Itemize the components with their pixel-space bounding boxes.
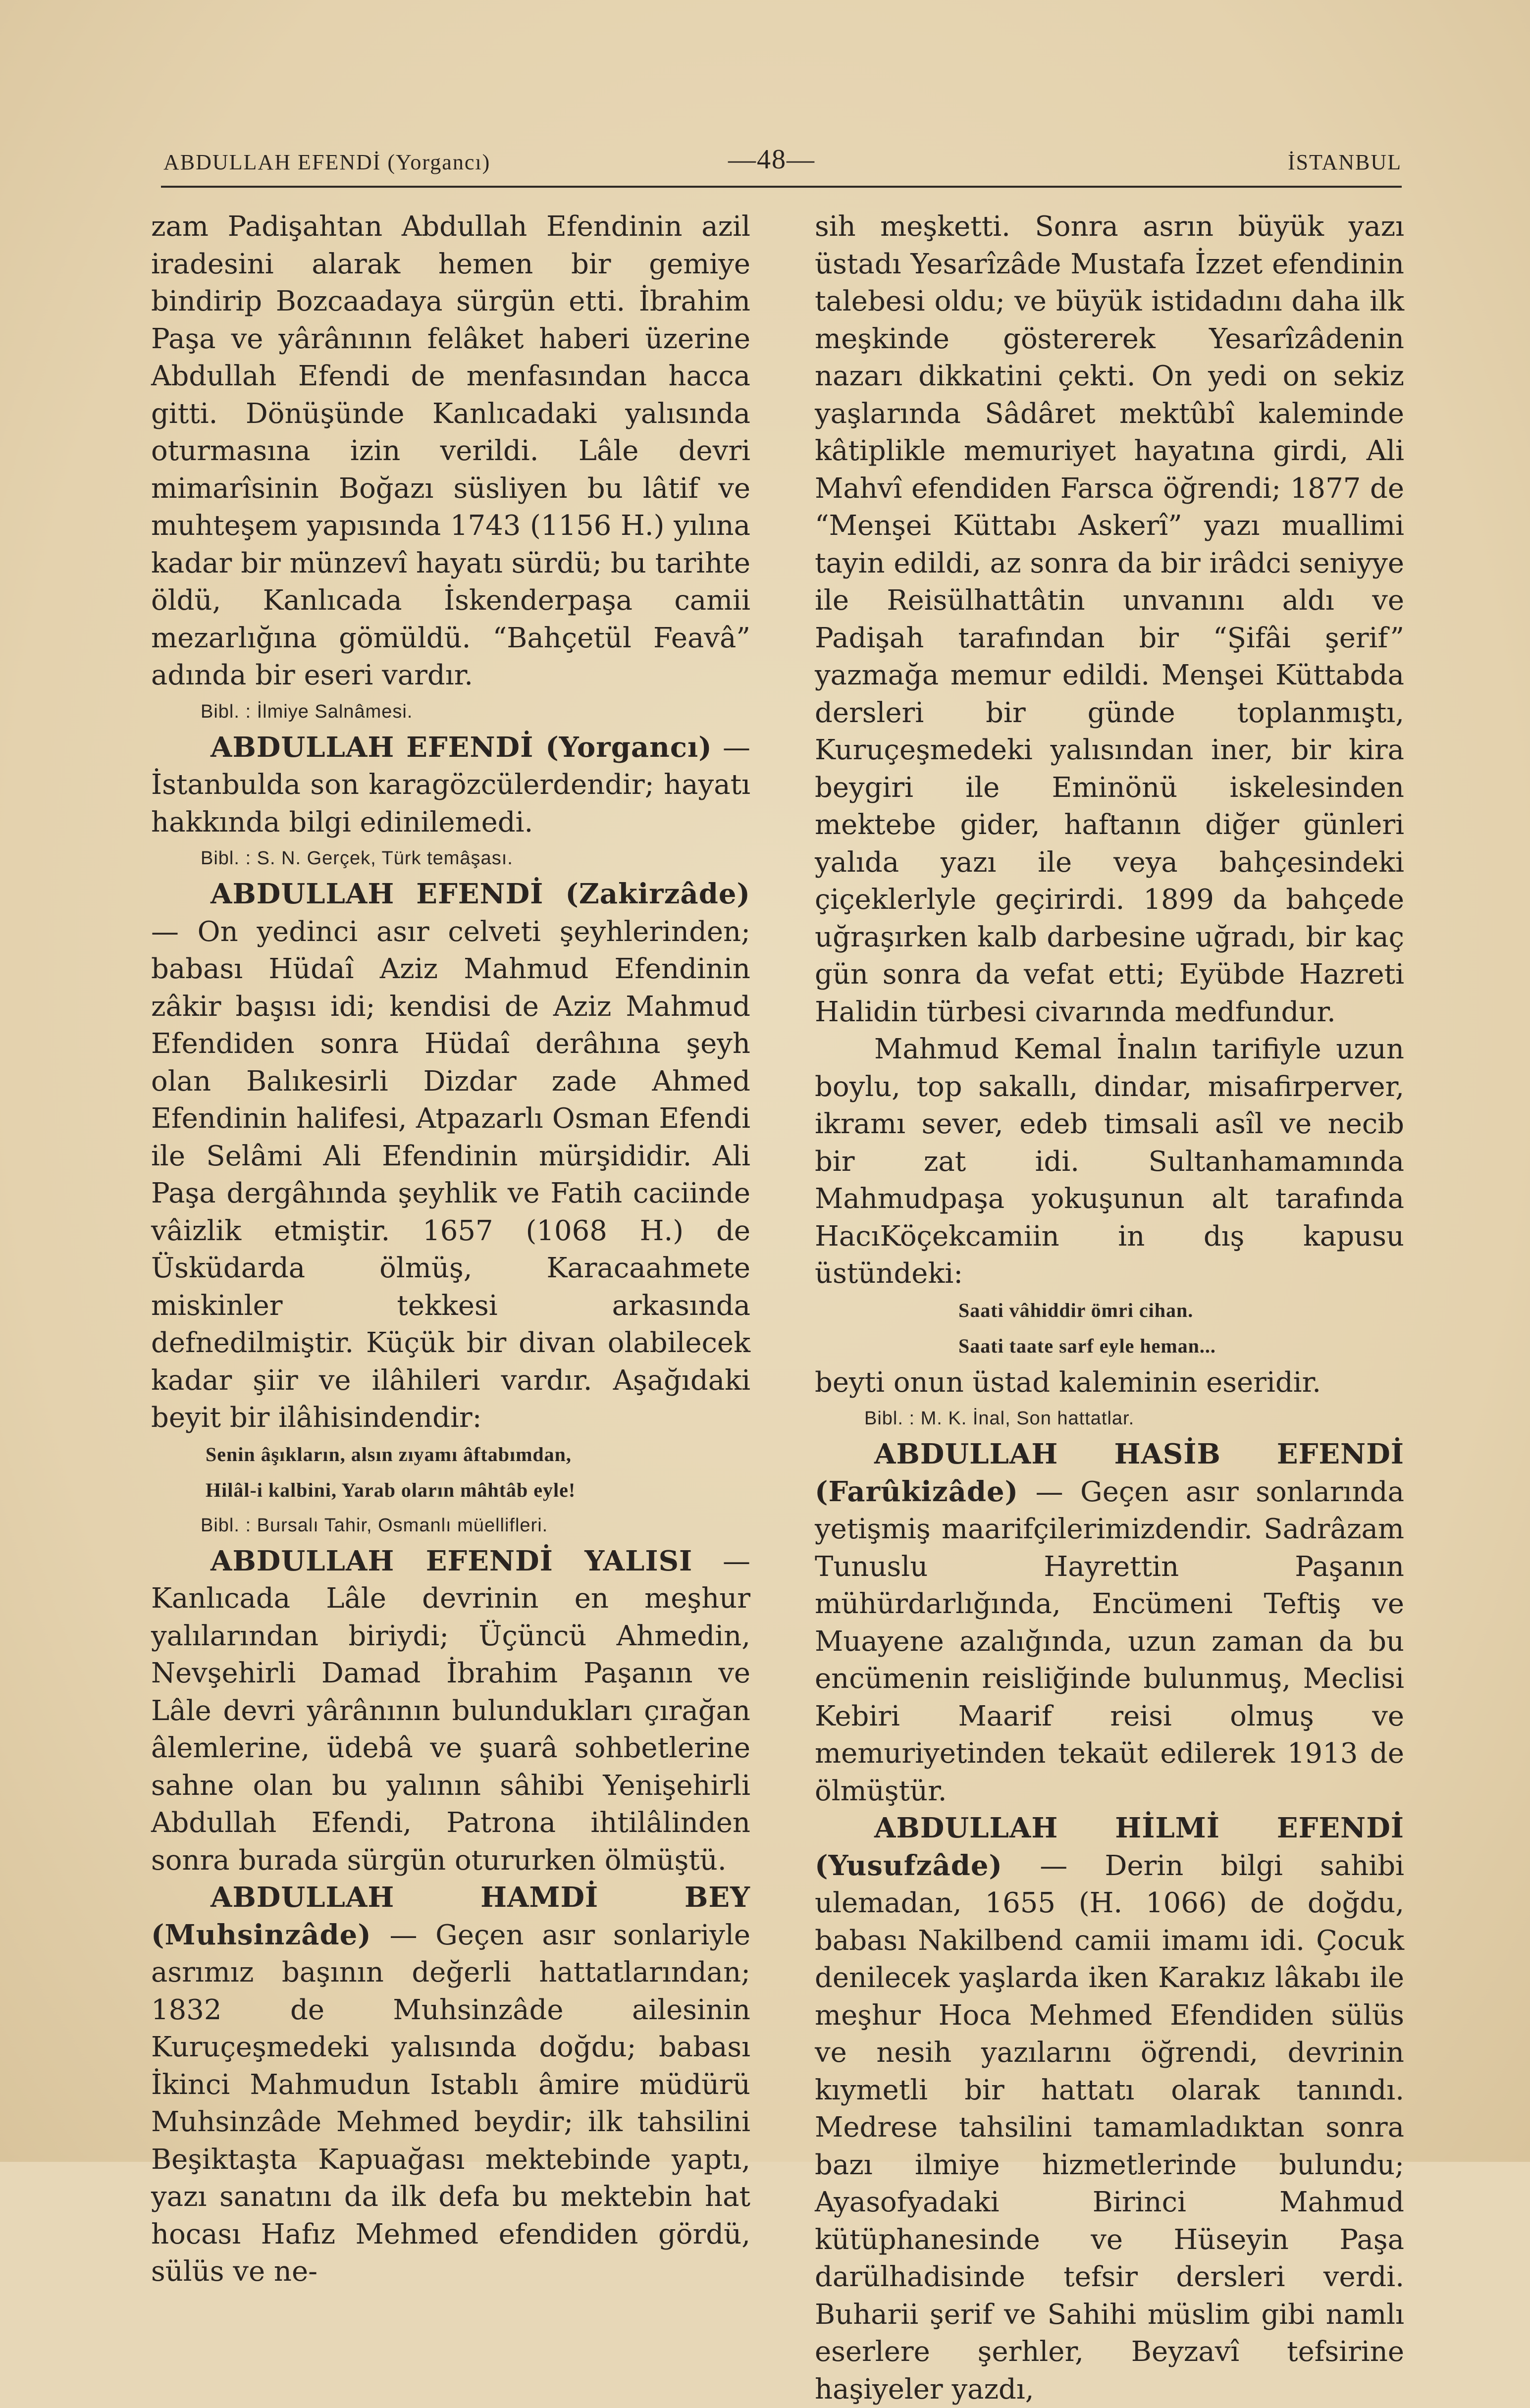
paragraph: beyti onun üstad kaleminin eseridir. bbox=[815, 1366, 1321, 1399]
entry-text: — İstanbulda son karagözcülerdendir; hayatı hakkında bilgi edinilemedi. bbox=[151, 731, 750, 838]
entry-heading: ABDULLAH EFENDİ (Yorgancı) bbox=[211, 731, 712, 764]
verse-line: Saati taate sarf eyle heman... bbox=[958, 1334, 1216, 1357]
entry-heading: ABDULLAH EFENDİ YALISI bbox=[211, 1544, 693, 1577]
running-title: ABDULLAH EFENDİ (Yorgancı) bbox=[163, 150, 491, 174]
entry-abdullah-efendi-yalisi bbox=[151, 1543, 750, 1880]
entry-heading: ABDULLAH HİLMİ EFENDİ (Yusufzâde) bbox=[815, 1812, 1404, 1882]
verse-line: Hilâl-i kalbini, Yarab oların mâhtâb eyle! bbox=[206, 1478, 576, 1501]
entry-text: — Geçen asır sonlariyle asrımız başının değerli hattatlarından; 1832 de Muhsinzâde ailesinin Kuruçeşmedeki yalısında doğdu; babası İkinci Mahmudun Istablı âmire müdürü Muhsinzâde Mehmed beydir; ilk tahsilini Beşiktaşta Kapuağası mektebinde yaptı, yazı sanatını da ilk defa bu mektebin hat hocası Hafız Mehmed efendiden gördü, sülüs ve ne- bbox=[151, 1919, 750, 2288]
header-rule bbox=[161, 186, 1402, 188]
bibliography: Bibl. : İlmiye Salnâmesi. bbox=[201, 701, 413, 722]
entry-heading: ABDULLAH HAMDİ BEY (Muhsinzâde) bbox=[151, 1881, 750, 1951]
entry-text: — Kanlıcada Lâle devrinin en meşhur yalılarından biriydi; Üçüncü Ahmedin, Nevşehirli Damad İbrahim Paşanın ve Lâle devri yârânının bulundukları çırağan âlemlerine, üdebâ ve şuarâ sohbetlerine sahne olan bu yalının sâhibi Yenişehirli Abdullah Efendi, Patrona ihtilâlinden sonra burada sürgün otururken ölmüştü. bbox=[151, 1545, 750, 1877]
bibliography: Bibl. : M. K. İnal, Son hattatlar. bbox=[864, 1408, 1135, 1429]
entry-abdullah-efendi-zakirzade bbox=[151, 876, 750, 1437]
entry-heading: ABDULLAH EFENDİ (Zakirzâde) bbox=[211, 878, 750, 910]
entry-abdullah-hamdi-bey bbox=[151, 1879, 750, 2291]
paragraph: sih meşketti. Sonra asrın büyük yazı üstadı Yesarîzâde Mustafa İzzet efendinin talebesi oldu; ve büyük istidadını daha ilk meşkinde göstererek Yesarîzâdenin nazarı dikkatini çekti. On yedi on sekiz yaşlarında Sâdâret mektûbî kaleminde kâtiplikle memuriyet hayatına girdi, Ali Mahvî efendiden Farsca öğrendi; 1877 de “Menşei Küttabı Askerî” yazı muallimi tayin edildi, az sonra da bir irâdci seniyye ile Reisülhattâtin unvanını aldı ve Padişah tarafından bir “Şifâi şerif” yazmağa memur edildi. Menşei Küttabda dersleri bir günde toplanmıştı, Kuruçeşmedeki yalısından iner, bir kira beygiri ile Eminönü iskelesinden mektebe gider, haftanın diğer günleri yalıda yazı ile veya bahçesindeki çiçeklerlyle geçirirdi. 1899 da bahçede uğraşırken kalb darbesine uğradı, bir kaç gün sonra da vefat etti; Eyübde Hazreti Halidin türbesi civarında medfundur. bbox=[815, 210, 1404, 1028]
right-column bbox=[815, 208, 1404, 2408]
entry-text: — Derin bilgi sahibi ulemadan, 1655 (H. 1066) de doğdu, babası Nakilbend camii imamı idi. Çocuk denilecek yaşlarda iken Karakız lâkabı ile meşhur Hoca Mehmed Efendiden sülüs ve nesih yazılarını öğrendi, devrinin kıymetli bir hattatı olarak tanındı. Medrese tahsilini tamamladıktan sonra bazı ilmiye hizmetlerinde bulundu; Ayasofyadaki Birinci Mahmud kütüphanesinde ve Hüseyin Paşa darülhadisinde tefsir dersleri verdi. Buharii şerif ve Sahihi müslim gibi namlı eserlere şerhler, Beyzavî tefsirine haşiyeler yazdı, bbox=[815, 1849, 1404, 2406]
paragraph: Mahmud Kemal İnalın tarifiyle uzun boylu, top sakallı, dindar, misafirperver, ikramı sever, edeb timsali asîl ve necib bir zat idi. Sultanhamamında Mahmudpaşa yokuşunun alt tarafında HacıKöçekcamiin in dış kapusu üstündeki: bbox=[815, 1033, 1404, 1290]
left-column bbox=[151, 208, 750, 2291]
entry-heading: ABDULLAH HASİB EFENDİ (Farûkizâde) bbox=[815, 1438, 1404, 1508]
page-header bbox=[163, 144, 1402, 183]
entry-abdullah-efendi-yorganci bbox=[151, 729, 750, 841]
verse-line: Senin âşıkların, alsın zıyamı âftabımdan, bbox=[206, 1443, 572, 1466]
page-number: —48— bbox=[728, 144, 815, 175]
entry-text: — Geçen asır sonlarında yetişmiş maarifçilerimizdendir. Sadrâzam Tunuslu Hayrettin Paşanın mühürdarlığında, Encümeni Teftiş ve Muayene azalığında, uzun zaman da bu encümenin reisliğinde bulunmuş, Meclisi Kebiri Maarif reisi olmuş ve memuriyetinden tekaüt edilerek 1913 de ölmüştür. bbox=[815, 1475, 1404, 1807]
section-title: İSTANBUL bbox=[1287, 150, 1402, 174]
verse-line: Saati vâhiddir ömri cihan. bbox=[958, 1299, 1194, 1321]
bibliography: Bibl. : S. N. Gerçek, Türk temâşası. bbox=[201, 848, 513, 869]
entry-abdullah-hasib-efendi bbox=[815, 1436, 1404, 1810]
entry-text: — On yedinci asır celveti şeyhlerinden; babası Hüdaî Aziz Mahmud Efendinin zâkir başısı idi; kendisi de Aziz Mahmud Efendiden sonra Hüdaî derâhına şeyh olan Balıkesirli Dizdar zade Ahmed Efendinin halifesi, Atpazarlı Osman Efendi ile Selâmi Ali Efendinin mürşididir. Ali Paşa dergâhında şeyhlik ve Fatih caciinde vâizlik etmiştir. 1657 (1068 H.) de Üsküdarda ölmüş, Karacaahmete miskinler tekkesi arkasında defnedilmiştir. Küçük bir divan olabilecek kadar şiir ve ilâhileri vardır. Aşağıdaki beyit bir ilâhisindendir: bbox=[151, 915, 750, 1434]
entry-abdullah-hilmi-efendi bbox=[815, 1810, 1404, 2408]
paragraph: zam Padişahtan Abdullah Efendinin azil iradesini alarak hemen bir gemiye bindirip Bozcaadaya sürgün etti. İbrahim Paşa ve yârânının felâket haberi üzerine Abdullah Efendi de menfasından hacca gitti. Dönüşünde Kanlıcadaki yalısında oturmasına izin verildi. Lâle devri mimarîsinin Boğazı süsliyen bu lâtif ve muhteşem yapısında 1743 (1156 H.) yılına kadar bir münzevî hayatı sürdü; bu tarihte öldü, Kanlıcada İskenderpaşa camii mezarlığına gömüldü. “Bahçetül Feavâ” adında bir eseri vardır. bbox=[151, 210, 750, 691]
bibliography: Bibl. : Bursalı Tahir, Osmanlı müellifleri. bbox=[201, 1515, 548, 1536]
